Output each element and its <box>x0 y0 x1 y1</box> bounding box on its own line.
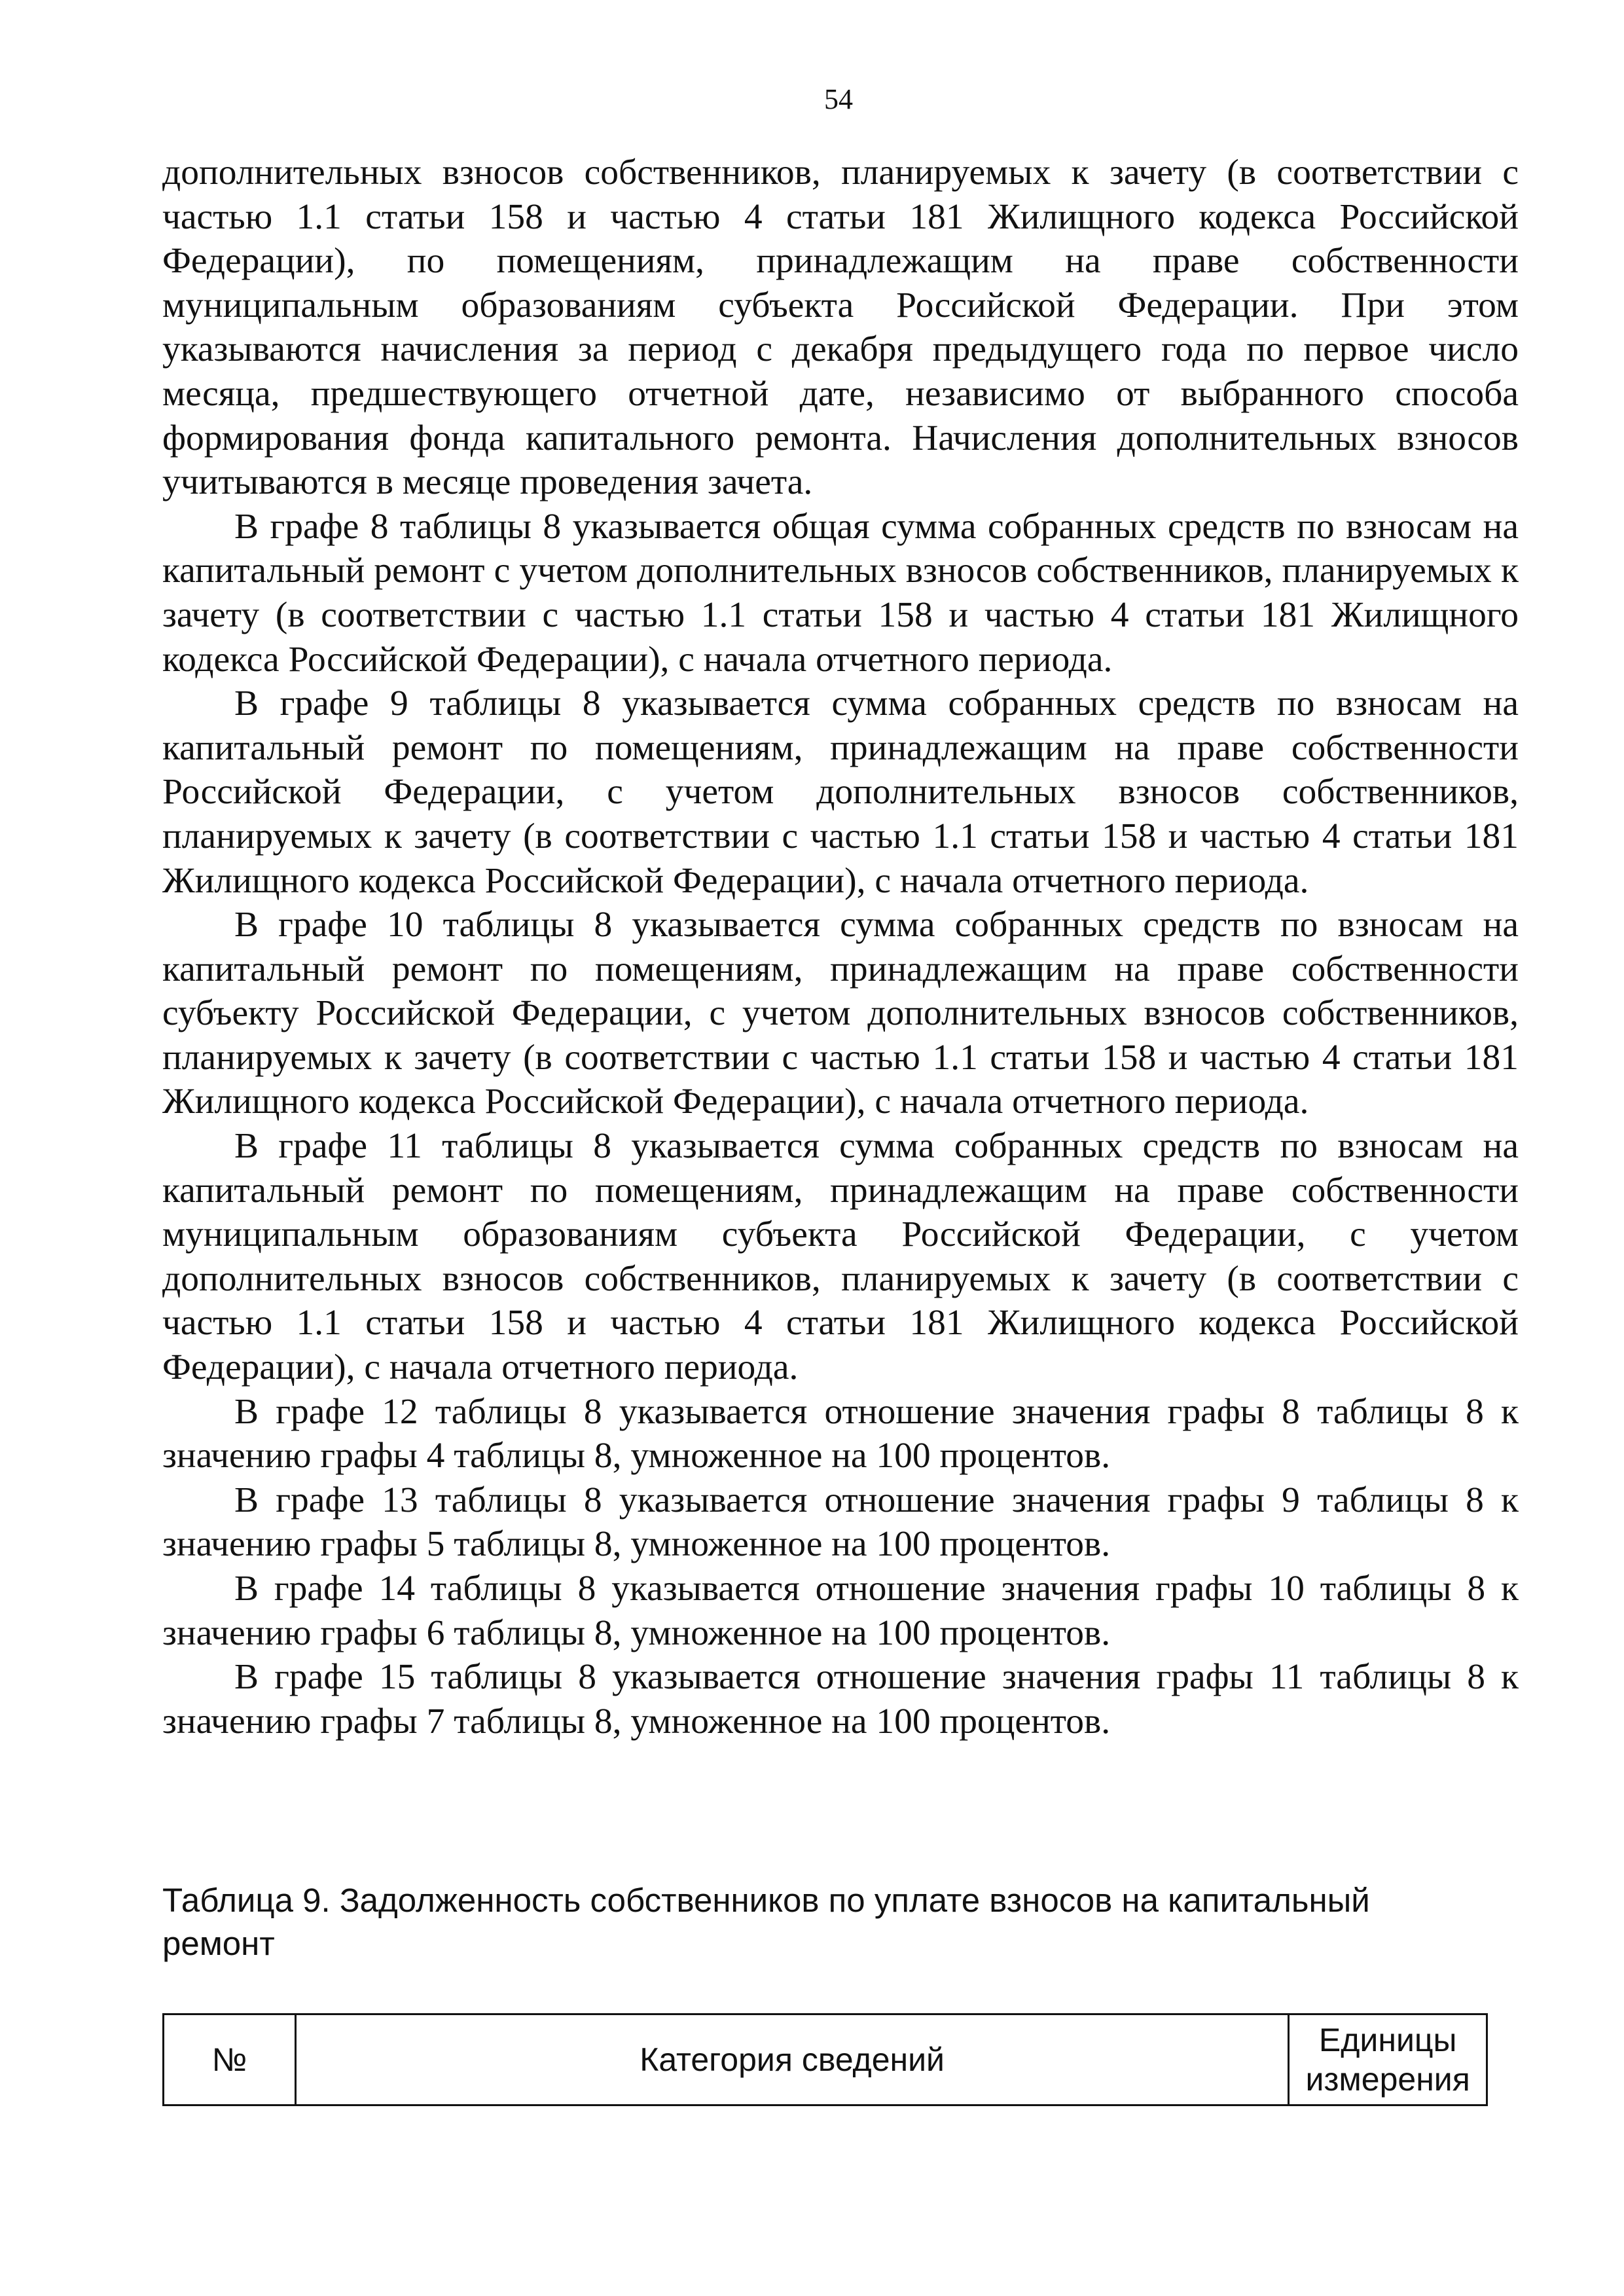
page-number: 54 <box>824 83 853 115</box>
header-number: № <box>164 2014 296 2105</box>
table-caption <box>162 1879 1471 1965</box>
paragraph-column-14: В графе 14 таблицы 8 указывается отношение значения графы 10 таблицы 8 к значению графы 6 таблицы 8, умноженное на 100 процентов. <box>162 1569 1519 1653</box>
table-caption-text: Таблица 9. Задолженность собственников по уплате взносов на капитальный ремонт <box>162 1882 1370 1962</box>
paragraph-column-10: В графе 10 таблицы 8 указывается сумма собранных средств по взносам на капитальный ремонт по помещениям, принадлежащим на праве собственности субъекту Российской Федерации, с учетом дополнительных взносов собственников, планируемых к зачету (в соответствии с частью 1.1 статьи 158 и частью 4 статьи 181 Жилищного кодекса Российской Федерации), с начала отчетного периода. <box>162 905 1519 1122</box>
paragraph-column-9: В графе 9 таблицы 8 указывается сумма собранных средств по взносам на капитальный ремонт по помещениям, принадлежащим на праве собственности Российской Федерации, с учетом дополнительных взносов собственников, планируемых к зачету (в соответствии с частью 1.1 статьи 158 и частью 4 статьи 181 Жилищного кодекса Российской Федерации), с начала отчетного периода. <box>162 683 1519 901</box>
header-unit: Единицы измерения <box>1289 2014 1487 2105</box>
paragraph-column-8: В графе 8 таблицы 8 указывается общая сумма собранных средств по взносам на капитальный ремонт с учетом дополнительных взносов собственников, планируемых к зачету (в соответствии с частью 1.1 статьи 158 и частью 4 статьи 181 Жилищного кодекса Российской Федерации), с начала отчетного периода. <box>162 506 1519 680</box>
table-header-row <box>164 2014 1487 2105</box>
paragraph-column-12: В графе 12 таблицы 8 указывается отношение значения графы 8 таблицы 8 к значению графы 4 таблицы 8, умноженное на 100 процентов. <box>162 1391 1519 1476</box>
paragraph-column-11: В графе 11 таблицы 8 указывается сумма собранных средств по взносам на капитальный ремонт по помещениям, принадлежащим на праве собственности муниципальным образованиям субъекта Российской Федерации, с учетом дополнительных взносов собственников, планируемых к зачету (в соответствии с частью 1.1 статьи 158 и частью 4 статьи 181 Жилищного кодекса Российской Федерации), с начала отчетного периода. <box>162 1126 1519 1388</box>
paragraph-column-15: В графе 15 таблицы 8 указывается отношение значения графы 11 таблицы 8 к значению графы 7 таблицы 8, умноженное на 100 процентов. <box>162 1657 1519 1741</box>
paragraph-continued: дополнительных взносов собственников, планируемых к зачету (в соответствии с частью 1.1 статьи 158 и частью 4 статьи 181 Жилищного кодекса Российской Федерации), по помещениям, принадлежащим на праве собственности муниципальным образованиям субъекта Российской Федерации. При этом указываются начисления за период с декабря предыдущего года по первое число месяца, предшествующего отчетной дате, независимо от выбранного способа формирования фонда капитального ремонта. Начисления дополнительных взносов учитываются в месяце проведения зачета. <box>162 153 1519 503</box>
table-9 <box>162 2013 1488 2106</box>
document-body <box>162 151 1519 1743</box>
header-category: Категория сведений <box>295 2014 1289 2105</box>
paragraph-column-13: В графе 13 таблицы 8 указывается отношение значения графы 9 таблицы 8 к значению графы 5 таблицы 8, умноженное на 100 процентов. <box>162 1480 1519 1565</box>
